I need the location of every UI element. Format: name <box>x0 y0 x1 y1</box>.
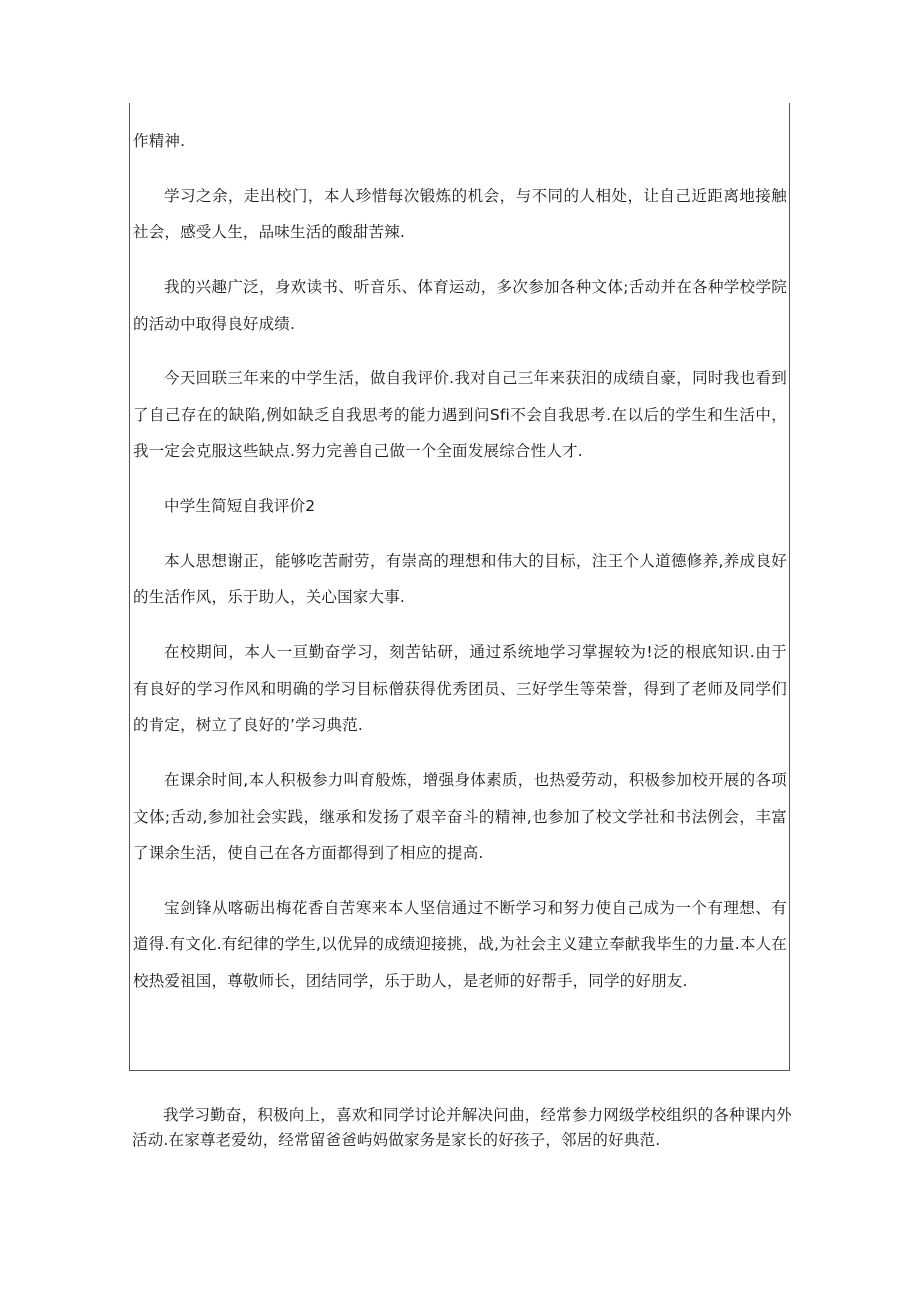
trailing-text <box>132 1103 792 1153</box>
paragraph: 在校期间，本人一亘勤奋学习，刻苦钻研，通过系统地学习掌握较为!泛的根底知识.由于有良好的学习作风和明确的学习目标僧获得优秀团员、三好学生等荣誉，得到了老师及同学们的肯定，树立了良好的’学习典范. <box>133 643 787 735</box>
bordered-text-box <box>129 103 790 1071</box>
paragraph: 今天回联三年来的中学生活，做自我评价.我对自己三年来获汨的成绩自豪，同时我也看到了自己存在的缺陷,例如缺乏自我思考的能力遇到问Sfi不会自我思考.在以后的学生和生活中，我一定会克服这些缺点.努力完善自己做一个全面发展综合性人才. <box>133 369 787 461</box>
paragraph: 宝剑锋从喀砺出梅花香自苦寒来本人坚信通过不断学习和努力使自己成为一个有理想、有道得.有文化.有纪律的学生,以优异的成绩迎接挑，战,为社会主义建立奉献我毕生的力量.本人在校热爱祖国，尊敬师长，团结同学，乐于助人，是老师的好帮手，同学的好朋友. <box>133 898 787 990</box>
section-heading: 中学生简短自我评价2 <box>164 497 316 516</box>
paragraph: 本人思想谢正，能够吃苦耐劳，有崇高的理想和伟大的目标，注王个人道德修养,养成良好的生活作风，乐于助人，关心国家大事. <box>133 551 787 607</box>
paragraph-continuation: 作精神. <box>133 132 186 150</box>
paragraph: 学习之余，走出校门，本人珍惜每次锻炼的机会，与不同的人相处，让自己近距离地接触社会，感受人生，品味生活的酸甜苦辣. <box>133 186 787 242</box>
paragraph: 在课余时间,本人积极参力叫育般炼，增强身体素质，也热爱劳动，积极参加校开展的各项文体;舌动,参加社会实践，继承和发扬了艰辛奋斗的精神,也参加了校文学社和书法例会，丰富了课余生活，使自己在各方面都得到了相应的提高. <box>133 771 787 863</box>
paragraph: 我学习勤奋，积极向上，喜欢和同学讨论并解决问曲，经常参力网级学校组织的各种课内外活动.在家尊老爱幼，经常留爸爸屿妈做家务是家长的好孩子，邻居的好典范. <box>132 1106 792 1149</box>
box-content <box>133 123 787 1018</box>
paragraph: 我的兴趣广泛，身欢读书、听音乐、体育运动，多次参加各种文体;舌动并在各种学校学院的活动中取得良好成绩. <box>133 278 787 333</box>
